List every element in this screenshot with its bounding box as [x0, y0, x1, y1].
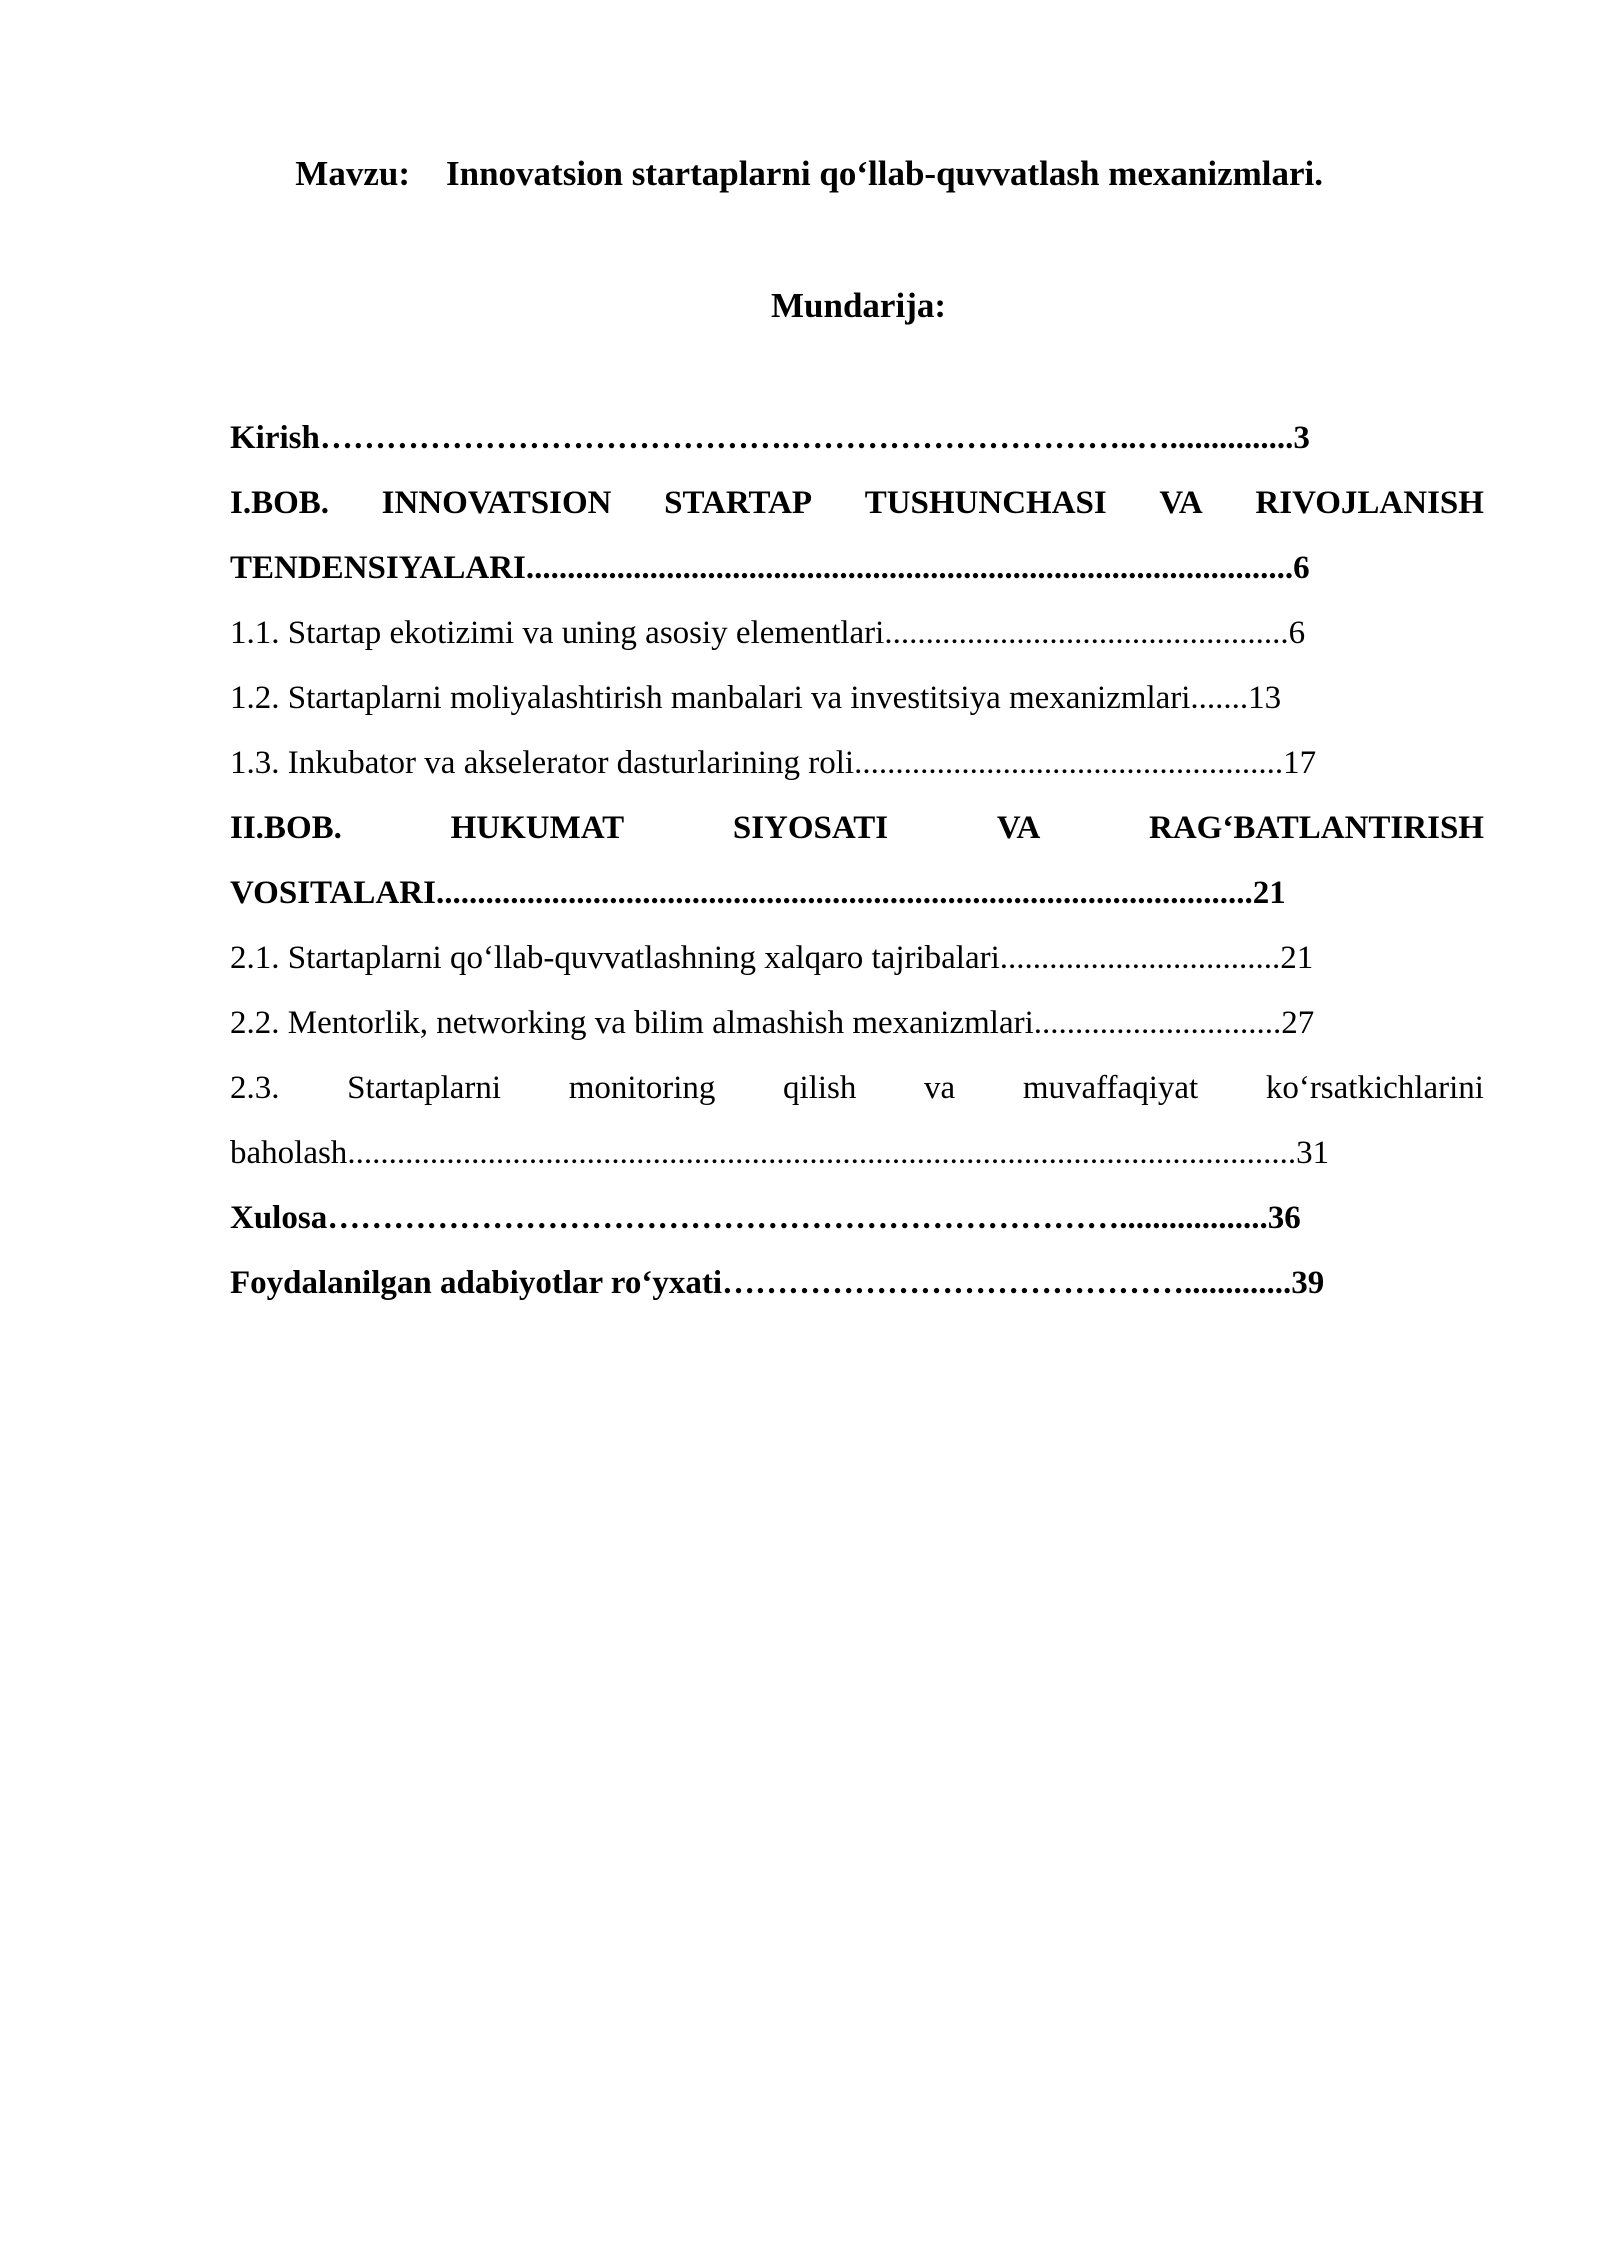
- toc-page-number: 21: [1280, 940, 1314, 976]
- toc-entry-text: Foydalanilgan adabiyotlar ro‘yxati: [230, 1265, 723, 1301]
- toc-entry-2-3-line1[interactable]: [230, 1056, 1484, 1121]
- toc-entry-text: VOSITALARI: [230, 875, 436, 911]
- toc-page-number: 17: [1283, 745, 1317, 781]
- toc-entry-text: TENDENSIYALARI: [230, 550, 526, 586]
- toc-leader-dots: ...................................................................................................: [435, 875, 1253, 911]
- toc-page-number: 39: [1291, 1265, 1325, 1301]
- toc-word: qilish: [783, 1070, 857, 1106]
- toc-entry-text: 1.1. Startap ekotizimi va uning asosiy elementlari: [230, 615, 885, 651]
- toc-word: II.BOB.: [230, 810, 342, 846]
- toc-entry-text: 2.1. Startaplarni qo‘llab-quvvatlashning xalqaro tajribalari: [230, 940, 1000, 976]
- toc-word: va: [924, 1070, 956, 1106]
- toc-leader-dots: ...................................................................................................................: [347, 1135, 1297, 1171]
- toc-word: SIYOSATI: [732, 810, 889, 846]
- toc-word: RIVOJLANISH: [1255, 485, 1484, 521]
- toc-leader-dots: .................................................: [884, 615, 1289, 651]
- toc-page-number: 21: [1252, 875, 1286, 911]
- toc-word: I.BOB.: [230, 485, 330, 521]
- toc-entry-1-3[interactable]: [230, 731, 1484, 796]
- toc-leader-dots: .............................................................................................: [525, 550, 1294, 586]
- toc-word: Startaplarni: [347, 1070, 502, 1106]
- toc-leader-dots: ..................................: [999, 940, 1281, 976]
- toc-page-number: 36: [1267, 1200, 1301, 1236]
- toc-leader-dots: .......: [1190, 680, 1249, 716]
- toc-word: INNOVATSION: [381, 485, 612, 521]
- toc-word: ko‘rsatkichlarini: [1265, 1070, 1484, 1106]
- toc-entry-xulosa[interactable]: [230, 1186, 1484, 1251]
- toc-word: RAG‘BATLANTIRISH: [1149, 810, 1484, 846]
- topic-title: Innovatsion startaplarni qo‘llab-quvvatlash mexanizmlari.: [446, 154, 1324, 193]
- toc-entry-2-2[interactable]: [230, 991, 1484, 1056]
- topic-label: Mavzu:: [295, 154, 410, 193]
- toc-page-number: 31: [1296, 1135, 1330, 1171]
- toc-word: TUSHUNCHASI: [864, 485, 1107, 521]
- table-of-contents: [230, 406, 1484, 1316]
- toc-entry-bob1-line1[interactable]: [230, 471, 1484, 536]
- topic-line: [230, 150, 1430, 198]
- toc-leader-dots: …………………………………….…………………………..…...............: [319, 420, 1294, 456]
- toc-entry-text: 2.2. Mentorlik, networking va bilim almashish mexanizmlari: [230, 1005, 1034, 1041]
- toc-page-number: 6: [1288, 615, 1306, 651]
- toc-entry-1-1[interactable]: [230, 601, 1484, 666]
- toc-heading: Mundarija:: [771, 286, 946, 325]
- toc-page-number: 27: [1281, 1005, 1315, 1041]
- toc-entry-text: 1.3. Inkubator va akselerator dasturlarining roli: [230, 745, 855, 781]
- toc-leader-dots: ....................................................: [854, 745, 1284, 781]
- toc-entry-2-1[interactable]: [230, 926, 1484, 991]
- toc-word: muvaffaqiyat: [1022, 1070, 1199, 1106]
- toc-entry-adabiyotlar[interactable]: [230, 1251, 1484, 1316]
- toc-leader-dots: …………………………………….............: [722, 1265, 1292, 1301]
- toc-page-number: 6: [1293, 550, 1310, 586]
- toc-page-number: 3: [1293, 420, 1310, 456]
- toc-word: STARTAP: [664, 485, 813, 521]
- toc-word: HUKUMAT: [450, 810, 625, 846]
- toc-word: VA: [996, 810, 1041, 846]
- toc-entry-bob1-line2[interactable]: [230, 536, 1484, 601]
- toc-leader-dots: ………………………………………………………………..................: [327, 1200, 1268, 1236]
- toc-entry-text: baholash: [230, 1135, 348, 1171]
- toc-entry-text: Kirish: [230, 420, 320, 456]
- toc-entry-kirish[interactable]: [230, 406, 1484, 471]
- toc-word: 2.3.: [230, 1070, 280, 1106]
- toc-entry-2-3-line2[interactable]: [230, 1121, 1484, 1186]
- toc-entry-bob2-line2[interactable]: [230, 861, 1484, 926]
- toc-leader-dots: ..............................: [1033, 1005, 1282, 1041]
- toc-word: VA: [1159, 485, 1203, 521]
- toc-entry-text: Xulosa: [230, 1200, 328, 1236]
- toc-entry-1-2[interactable]: [230, 666, 1484, 731]
- toc-word: monitoring: [568, 1070, 716, 1106]
- toc-page-number: 13: [1248, 680, 1282, 716]
- toc-entry-bob2-line1[interactable]: [230, 796, 1484, 861]
- toc-entry-text: 1.2. Startaplarni moliyalashtirish manbalari va investitsiya mexanizmlari: [230, 680, 1191, 716]
